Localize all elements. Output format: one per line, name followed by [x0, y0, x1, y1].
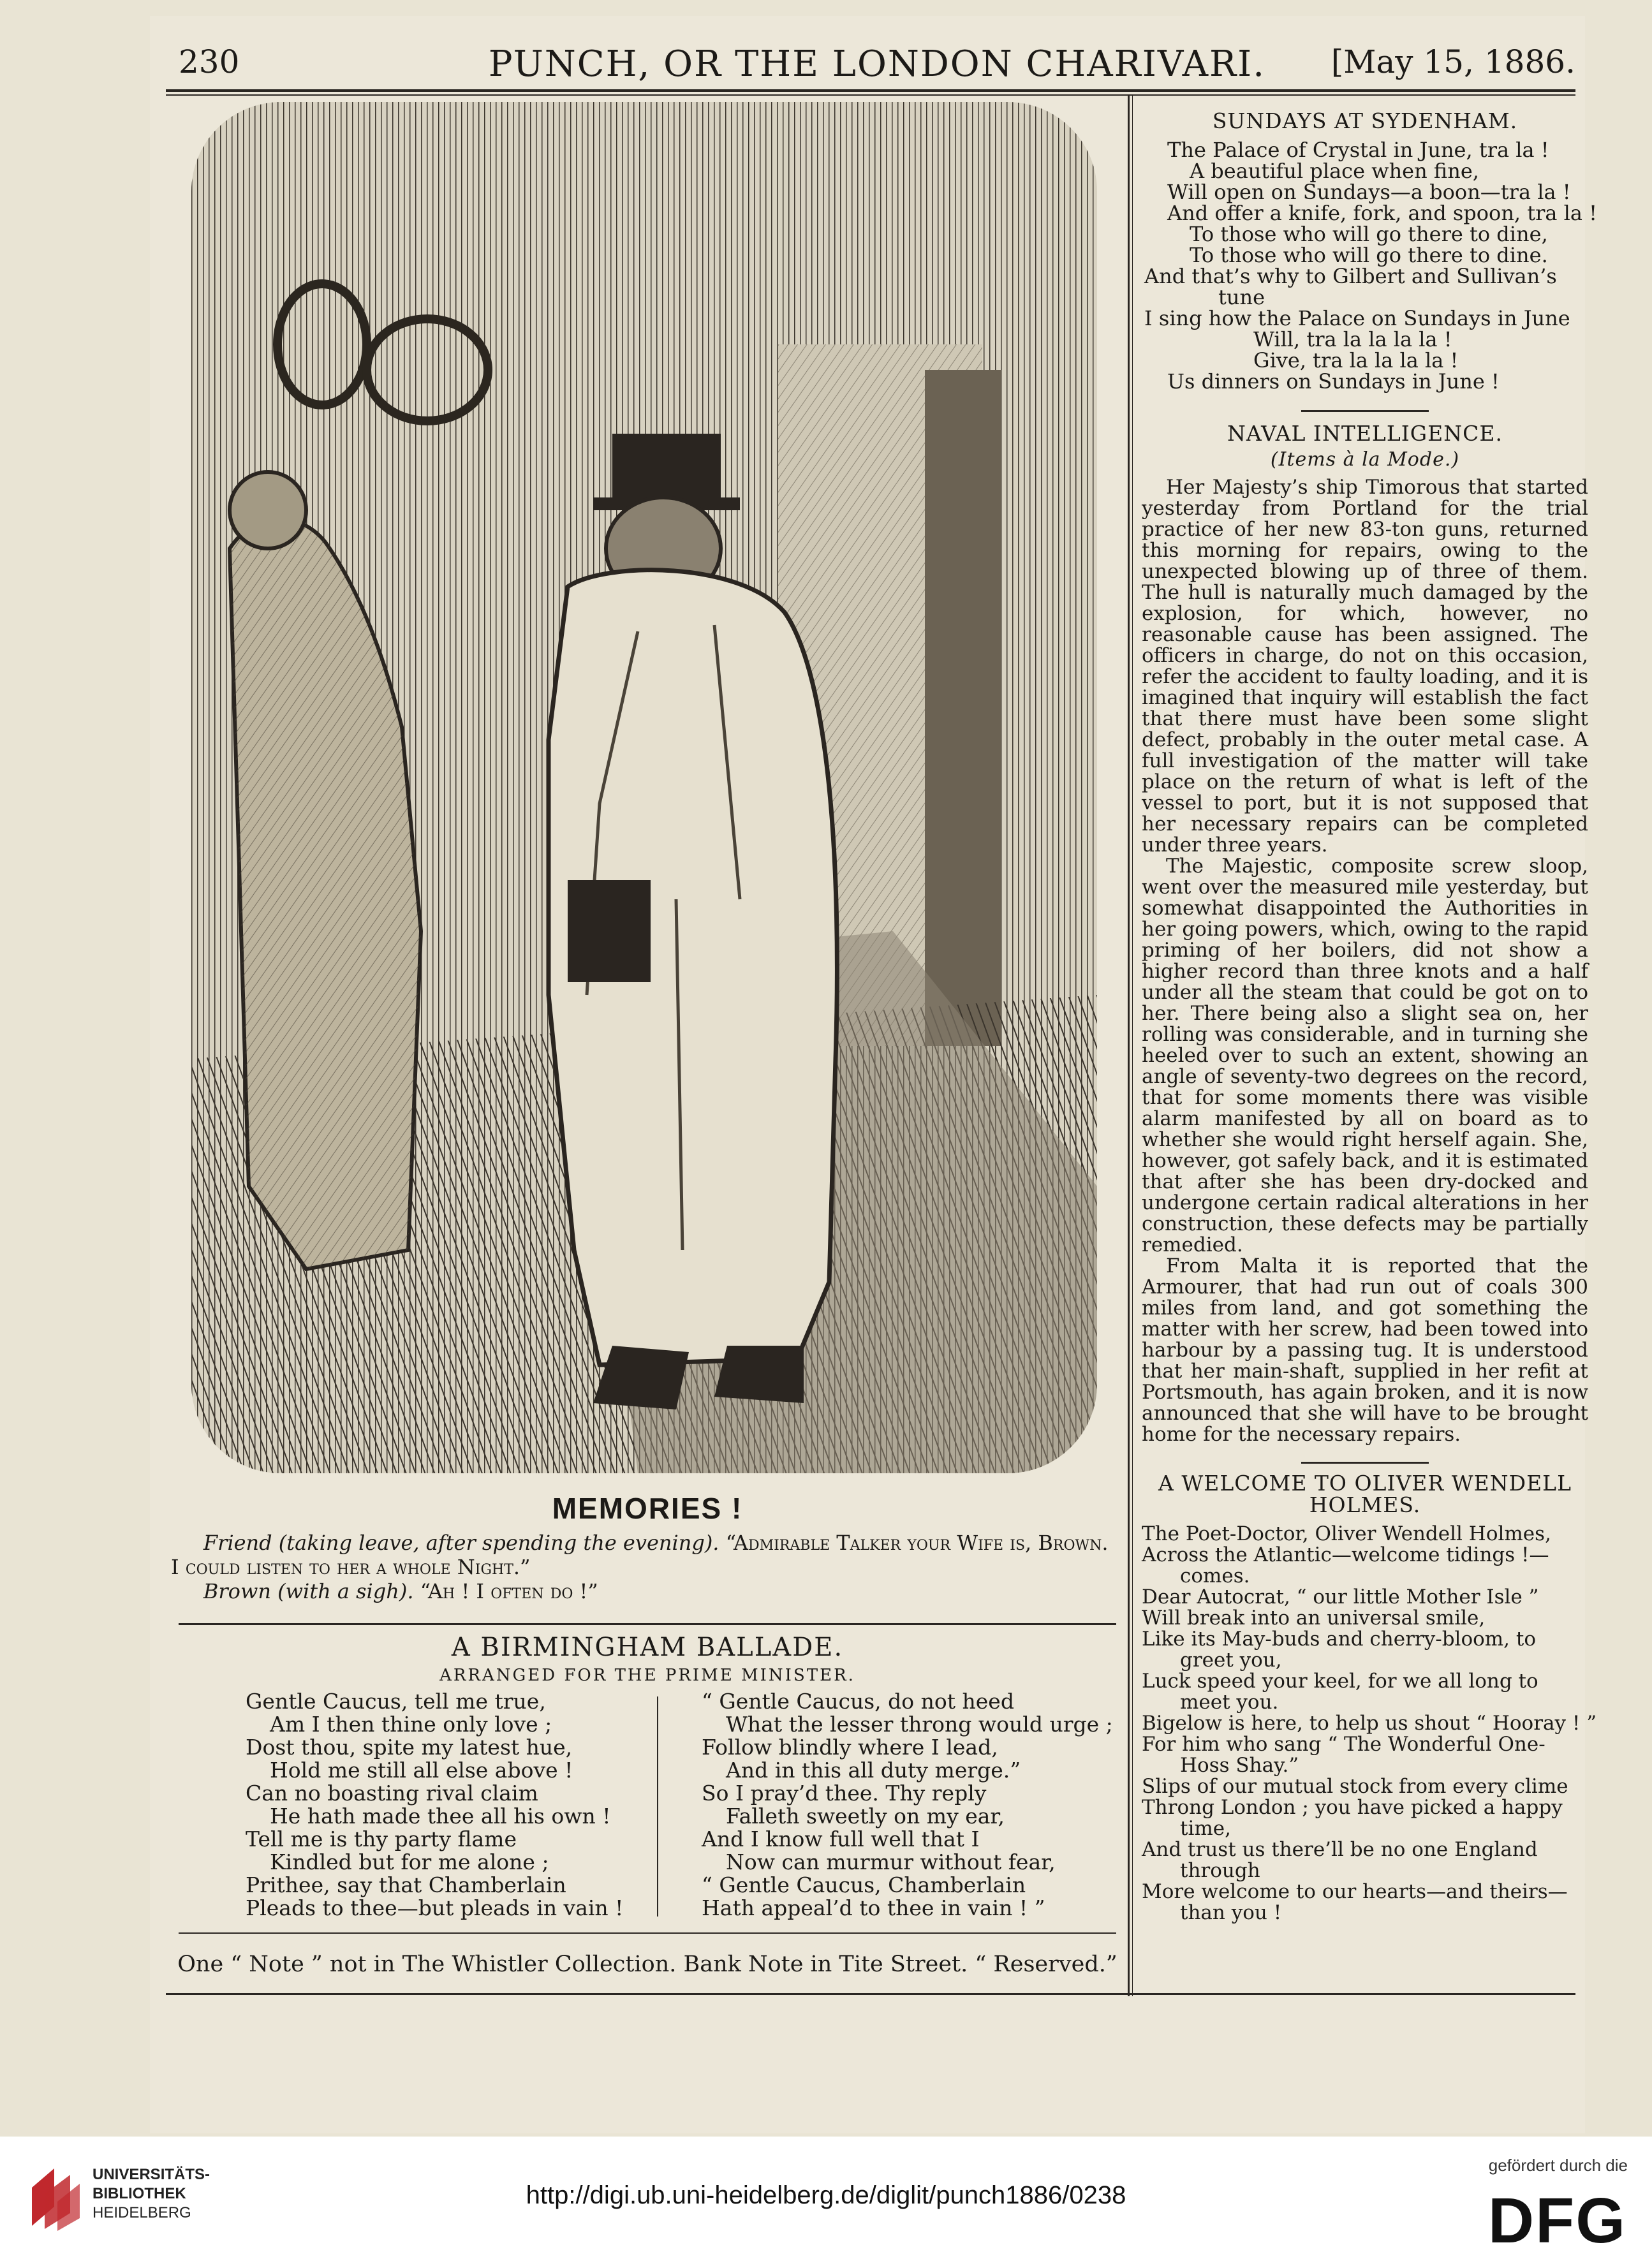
poem-line: through [1180, 1859, 1260, 1882]
column-divider-thin [1132, 96, 1133, 1996]
ballad-line: Prithee, say that Chamberlain [246, 1873, 566, 1897]
ballad-line: Hold me still all else above ! [270, 1758, 573, 1783]
caption-rule [179, 1623, 1116, 1625]
sundays-poem [1142, 138, 1598, 394]
caption-speaker-2: Brown (with a sigh). [203, 1579, 414, 1603]
article-paragraph: From Malta it is reported that the Armourer, that had run out of coals 300 miles from land, and got something the matter with her screw, had been towed into harbour by a passing tug. It is understood that her main-shaft, supplied in her refit at Portsmouth, has again broken, and it is now announced that she will have to be brought home for the necessary repairs. [1142, 1255, 1588, 1446]
welcome-poem [1142, 1522, 1597, 1924]
poem-line: Slips of our mutual stock from every clime [1142, 1775, 1568, 1798]
ballad-line: Tell me is thy party flame [246, 1827, 517, 1851]
poem-line: Us dinners on Sundays in June ! [1167, 369, 1500, 394]
poem-line: Hoss Shay.” [1180, 1754, 1299, 1777]
ballad-line: Falleth sweetly on my ear, [726, 1804, 1005, 1829]
article-paragraph: The Majestic, composite screw sloop, went over the measured mile yesterday, but somewhat disappointed the Authorities in her going powers, which, owing to the rapid priming of her boilers, did not show a higher record than three knots and a half under all the steam that could be got on to her. There being also a slight sea on, her rolling was considerable, and in turning she heeled over to such an extent, showing an angle of seventy-two degrees on the record, that for some moments there was visible alarm manifested by all on board as to whether she would right herself again. She, however, got safely back, and it is estimated that after she has been dry-docked and undergone certain radical alterations in her construction, these defects may be partially remedied. [1142, 855, 1588, 1256]
poem-line: comes. [1180, 1564, 1250, 1587]
poem-line: time, [1180, 1817, 1231, 1840]
library-name-line: HEIDELBERG [92, 2204, 191, 2221]
article-paragraph: Her Majesty’s ship Timorous that started yesterday from Portland for the trial practice of her new 83-ton guns, returned this morning for repairs, owing to the unexpected blowing up of three of them. The hull is naturally much damaged by the explosion, for which, however, no reasonable cause has been assigned. The officers in charge, do not on this occasion, refer the accident to faulty loading, and it is imagined that inquiry will establish the fact that there must have been some slight defect, probably in the outer metal case. A full investigation of the matter will take place on the return of what is left of the vessel to port, but it is not supposed that her necessary repairs can be completed under three years. [1142, 476, 1588, 857]
bottom-rule [166, 1993, 1575, 1995]
footer-note: One “ Note ” not in The Whistler Collection. Bank Note in Tite Street. “ Reserved.” [177, 1952, 1117, 1977]
poem-line: And offer a knife, fork, and spoon, tra la ! [1167, 201, 1598, 225]
header-rule [166, 89, 1575, 92]
ballad-line: Hath appeal’d to thee in vain ! ” [702, 1895, 1045, 1920]
ballad-line: Dost thou, spite my latest hue, [246, 1735, 573, 1760]
library-name-line: BIBLIOTHEK [92, 2185, 186, 2202]
source-url-link[interactable]: http://digi.ub.uni-heidelberg.de/diglit/punch1886/0238 [526, 2181, 1126, 2209]
naval-article [1142, 477, 1588, 1445]
poem-line: For him who sang “ The Wonderful One- [1142, 1733, 1545, 1756]
library-name-line: UNIVERSITÄTS- [92, 2166, 210, 2183]
poem-line: than you ! [1180, 1901, 1282, 1924]
ballad-rule [179, 1932, 1116, 1934]
poem-line: Like its May-buds and cherry-bloom, to [1142, 1628, 1537, 1651]
column-divider [1128, 96, 1130, 1996]
naval-title: NAVAL INTELLIGENCE. [1227, 421, 1503, 446]
header-rule-thin [166, 94, 1575, 96]
ballad-line: Now can murmur without fear, [726, 1850, 1056, 1874]
poem-line: A beautiful place when fine, [1190, 159, 1479, 183]
poem-line: And trust us there’ll be no one England [1142, 1838, 1538, 1861]
poem-line: Will break into an universal smile, [1142, 1607, 1486, 1630]
engraving-drawing [191, 102, 1097, 1473]
digitization-footer [0, 2137, 1652, 2259]
ballad-line: And I know full well that I [702, 1827, 980, 1851]
page-header [179, 37, 1575, 88]
poem-line: greet you, [1180, 1649, 1282, 1672]
poem-line: I sing how the Palace on Sundays in June [1144, 306, 1570, 330]
ballad-subtitle: ARRANGED FOR THE PRIME MINISTER. [439, 1666, 855, 1685]
ballad-line: “ Gentle Caucus, do not heed [702, 1689, 1014, 1714]
caption-speech-2: “Ah ! I often do !” [413, 1579, 598, 1603]
section-divider [1301, 410, 1429, 412]
right-column [1142, 108, 1598, 1924]
ballad-line: What the lesser throng would urge ; [726, 1712, 1113, 1737]
section-divider [1301, 1462, 1429, 1464]
funded-by-label: gefördert durch die [1488, 2156, 1628, 2175]
poem-line: The Poet-Doctor, Oliver Wendell Holmes, [1142, 1522, 1551, 1545]
issue-date: [May 15, 1886. [1331, 43, 1575, 80]
ballad-line: Gentle Caucus, tell me true, [246, 1689, 546, 1714]
poem-line: To those who will go there to dine. [1190, 243, 1548, 267]
poem-line: Give, tra la la la la ! [1253, 348, 1459, 372]
ballad-line: Can no boasting rival claim [246, 1781, 538, 1806]
ballad-right-stanza [702, 1690, 1113, 1920]
publication-title: PUNCH, OR THE LONDON CHARIVARI. [488, 43, 1266, 85]
poem-line: To those who will go there to dine, [1190, 222, 1548, 246]
poem-line: Throng London ; you have picked a happy [1142, 1796, 1563, 1819]
ballad-line: And in this all duty merge.” [726, 1758, 1021, 1783]
page-number: 230 [179, 43, 240, 80]
dfg-logo: DFG [1487, 2185, 1626, 2256]
caption-speaker-1: Friend (taking leave, after spending the evening). [203, 1531, 719, 1555]
poem-line: Will open on Sundays—a boon—tra la ! [1167, 180, 1571, 204]
sundays-title: SUNDAYS AT SYDENHAM. [1212, 108, 1518, 133]
cartoon-title: MEMORIES ! [552, 1492, 743, 1525]
ballad-title: A BIRMINGHAM BALLADE. [451, 1633, 844, 1662]
poem-line: More welcome to our hearts—and theirs— [1142, 1880, 1568, 1903]
poem-line: meet you. [1180, 1691, 1279, 1714]
naval-subtitle: (Items à la Mode.) [1270, 448, 1460, 471]
ballad-line: He hath made thee all his own ! [270, 1804, 611, 1829]
ballad-line: So I pray’d thee. Thy reply [702, 1781, 987, 1806]
poem-line: Will, tra la la la la ! [1253, 327, 1452, 351]
poem-line: The Palace of Crystal in June, tra la ! [1167, 138, 1549, 162]
ballad-divider [657, 1696, 658, 1917]
ballad-line: Pleads to thee—but pleads in vain ! [246, 1895, 624, 1920]
cartoon-caption [171, 1531, 1121, 1603]
ballad-line: Am I then thine only love ; [270, 1712, 552, 1737]
ballad-line: Follow blindly where I lead, [702, 1735, 998, 1760]
ballad-line: Kindled but for me alone ; [270, 1850, 549, 1874]
caption-speech-1: “Admirable Talker your Wife is, Brown. I could listen to her a whole Night.” [171, 1531, 1109, 1579]
poem-line: Across the Atlantic—welcome tidings !— [1142, 1543, 1549, 1566]
poem-line: tune [1218, 285, 1265, 309]
poem-line: Luck speed your keel, for we all long to [1142, 1670, 1538, 1693]
ballad-line: “ Gentle Caucus, Chamberlain [702, 1873, 1026, 1897]
ballad-left-stanza [246, 1690, 623, 1920]
welcome-title: A WELCOME TO OLIVER WENDELL HOLMES. [1158, 1471, 1572, 1517]
poem-line: Dear Autocrat, “ our little Mother Isle ” [1142, 1586, 1539, 1608]
poem-line: Bigelow is here, to help us shout “ Hooray ! ” [1142, 1712, 1597, 1735]
cartoon-illustration [191, 102, 1097, 1473]
poem-line: And that’s why to Gilbert and Sullivan’s [1144, 264, 1557, 288]
